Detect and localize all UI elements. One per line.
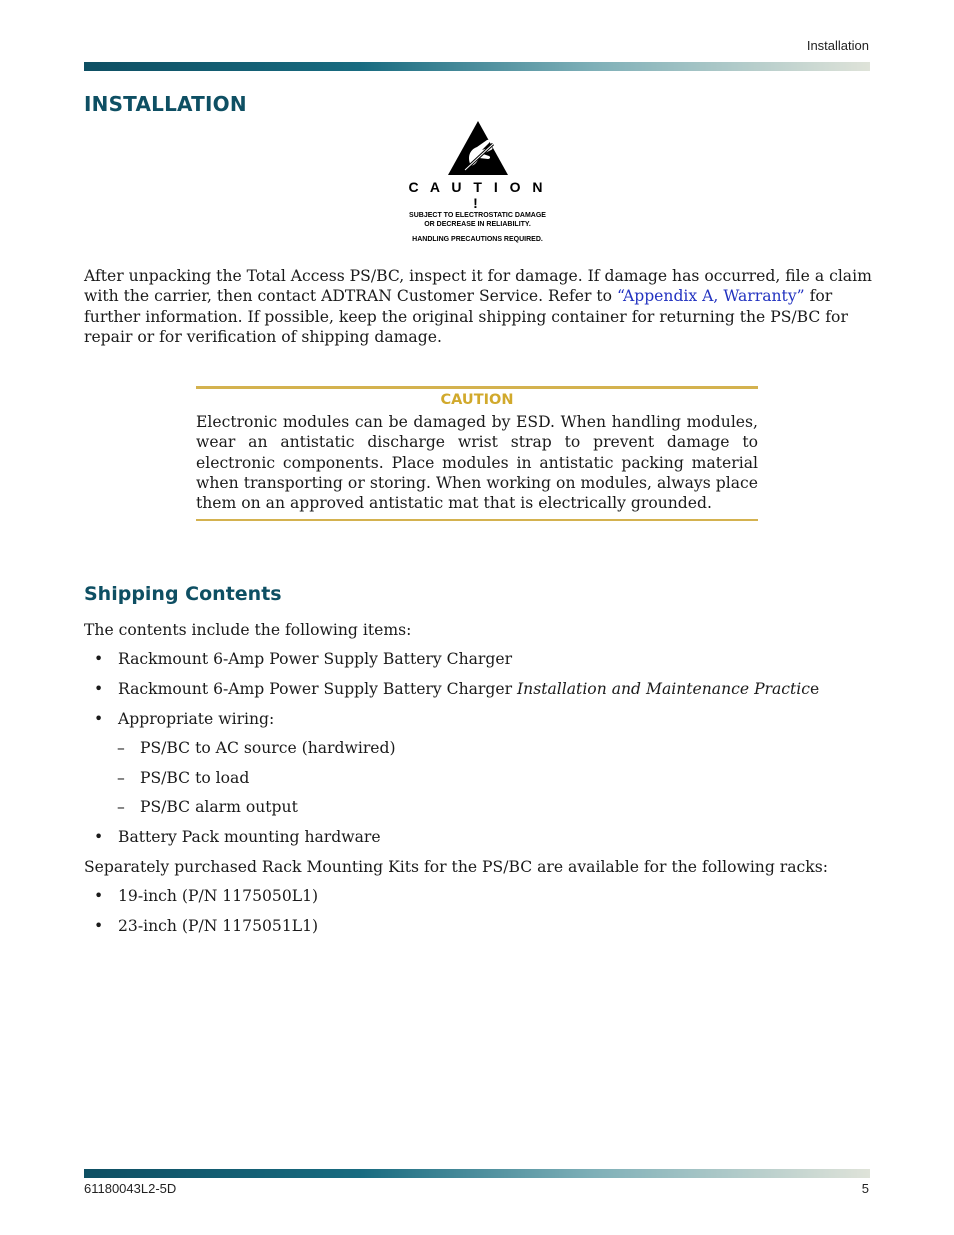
intro-text-before: After unpacking the Total Access PS/BC, inspect it for damage. If damage has occurred, file a claim with the carrier, then contact ADTRAN Customer Service. Refer to xyxy=(84,267,872,306)
list-item-text xyxy=(118,679,819,699)
page-title: INSTALLATION xyxy=(84,92,247,116)
esd-caution-text: C A U T I O N ! xyxy=(408,179,547,211)
dash-icon: – xyxy=(117,739,125,757)
header-section-label: Installation xyxy=(806,38,869,53)
esd-line-3: HANDLING PRECAUTIONS REQUIRED. xyxy=(412,236,543,243)
list-item-text: Battery Pack mounting hardware xyxy=(118,828,381,846)
dash-icon: – xyxy=(117,798,125,816)
bullet-icon: • xyxy=(94,680,104,698)
sub-list-item-text: PS/BC to AC source (hardwired) xyxy=(140,739,396,757)
header-rule xyxy=(84,62,870,71)
intro-paragraph xyxy=(84,266,874,347)
esd-caution-label xyxy=(405,120,550,244)
shipping-contents-heading: Shipping Contents xyxy=(84,583,282,605)
list-item-text: Rackmount 6-Amp Power Supply Battery Charger xyxy=(118,650,513,668)
esd-line-2: OR DECREASE IN RELIABILITY. xyxy=(424,221,531,228)
bullet-icon: • xyxy=(94,887,104,905)
caution-box xyxy=(196,386,758,521)
list-item-text-italic: Installation and Maintenance Practic xyxy=(517,680,811,698)
footer-doc-number: 61180043L2-5D xyxy=(84,1181,177,1196)
sub-list-item-text: PS/BC to load xyxy=(140,769,250,787)
racks-intro: Separately purchased Rack Mounting Kits for the PS/BC are available for the following racks: xyxy=(84,858,828,876)
shipping-intro: The contents include the following items: xyxy=(84,621,412,639)
bullet-icon: • xyxy=(94,710,104,728)
list-item-text: Appropriate wiring: xyxy=(118,710,275,728)
appendix-a-warranty-link[interactable]: “Appendix A, Warranty” xyxy=(616,287,805,306)
sub-list-item-text: PS/BC alarm output xyxy=(140,798,298,816)
esd-line-1: SUBJECT TO ELECTROSTATIC DAMAGE xyxy=(409,212,546,219)
dash-icon: – xyxy=(117,769,125,787)
bullet-icon: • xyxy=(94,828,104,846)
footer-rule xyxy=(84,1169,870,1178)
list-item-text: 19-inch (P/N 1175050L1) xyxy=(118,887,319,905)
bullet-icon: • xyxy=(94,650,104,668)
intro-text-after: for further information. If possible, keep the original shipping container for returning the PS/BC for repair or for verification of shipping damage. xyxy=(84,287,848,346)
caution-text: Electronic modules can be damaged by ESD. When handling modules, wear an antistatic discharge wrist strap to prevent damage to electronic components. Place modules in antistatic packing material when transporting or storing. When working on modules, always place them on an approved antistatic mat that is electrically grounded. xyxy=(196,413,758,513)
esd-warning-icon xyxy=(447,120,509,176)
list-item-text-plain: Rackmount 6-Amp Power Supply Battery Charger xyxy=(118,680,518,698)
caution-title: CAUTION xyxy=(440,392,514,408)
list-item-text-end: e xyxy=(810,680,820,698)
footer-page-number: 5 xyxy=(861,1181,869,1196)
bullet-icon: • xyxy=(94,917,104,935)
list-item-text: 23-inch (P/N 1175051L1) xyxy=(118,917,319,935)
